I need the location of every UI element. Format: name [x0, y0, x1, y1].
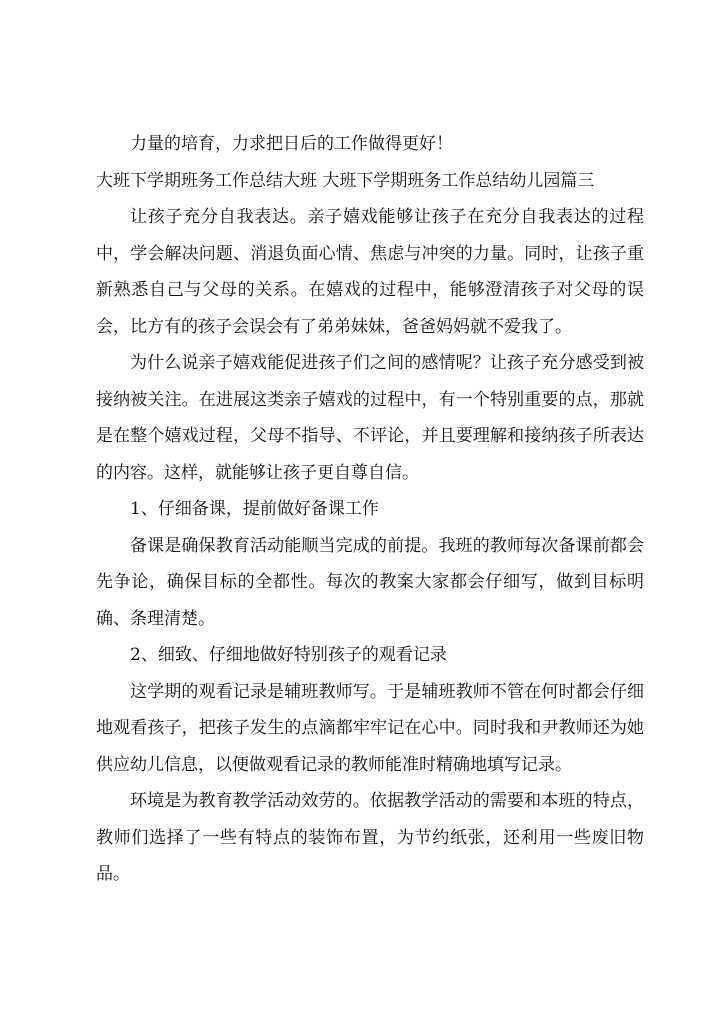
section-title: 大班下学期班务工作总结大班 大班下学期班务工作总结幼儿园篇三 — [96, 170, 595, 191]
paragraph-observation-records: 这学期的观看记录是辅班教师写。于是辅班教师不管在何时都会仔细地观看孩子，把孩子发生的点滴都牢牢记在心中。同时我和尹教师还为她供应幼儿信息，以便做观看记录的教师能准时精确地填写记录。 — [96, 681, 644, 775]
paragraph-environment: 环境是为教育教学活动效劳的。依据教学活动的需要和本班的特点，教师们选择了一些有特点的装饰布置，为节约纸张，还利用一些废旧物品。 — [96, 791, 644, 884]
document-body — [96, 126, 644, 893]
heading-lesson-prep: 1、仔细备课，提前做好备课工作 — [130, 499, 379, 519]
paragraph-parent-child-games: 为什么说亲子嬉戏能促进孩子们之间的感情呢？让孩子充分感受到被接纳被关注。在进展这类亲子嬉戏的过程中，有一个特别重要的点，那就是在整个嬉戏过程，父母不指导、不评论，并且要理解和接纳孩子所表达的内容。这样，就能够让孩子更自尊自信。 — [96, 353, 644, 483]
paragraph-lesson-prep: 备课是确保教育活动能顺当完成的前提。我班的教师每次备课前都会先争论，确保目标的全都性。每次的教案大家都会仔细写，做到目标明确、条理清楚。 — [96, 535, 644, 629]
paragraph-self-expression: 让孩子充分自我表达。亲子嬉戏能够让孩子在充分自我表达的过程中，学会解决问题、消退负面心情、焦虑与冲突的力量。同时，让孩子重新熟悉自己与父母的关系。在嬉戏的过程中，能够澄清孩子对父母的误会，比方有的孩子会误会有了弟弟妹妹，爸爸妈妈就不爱我了。 — [96, 207, 644, 337]
heading-observation-records: 2、细致、仔细地做好特别孩子的观看记录 — [130, 645, 447, 665]
paragraph-closing-line: 力量的培育，力求把日后的工作做得更好！ — [130, 134, 453, 154]
